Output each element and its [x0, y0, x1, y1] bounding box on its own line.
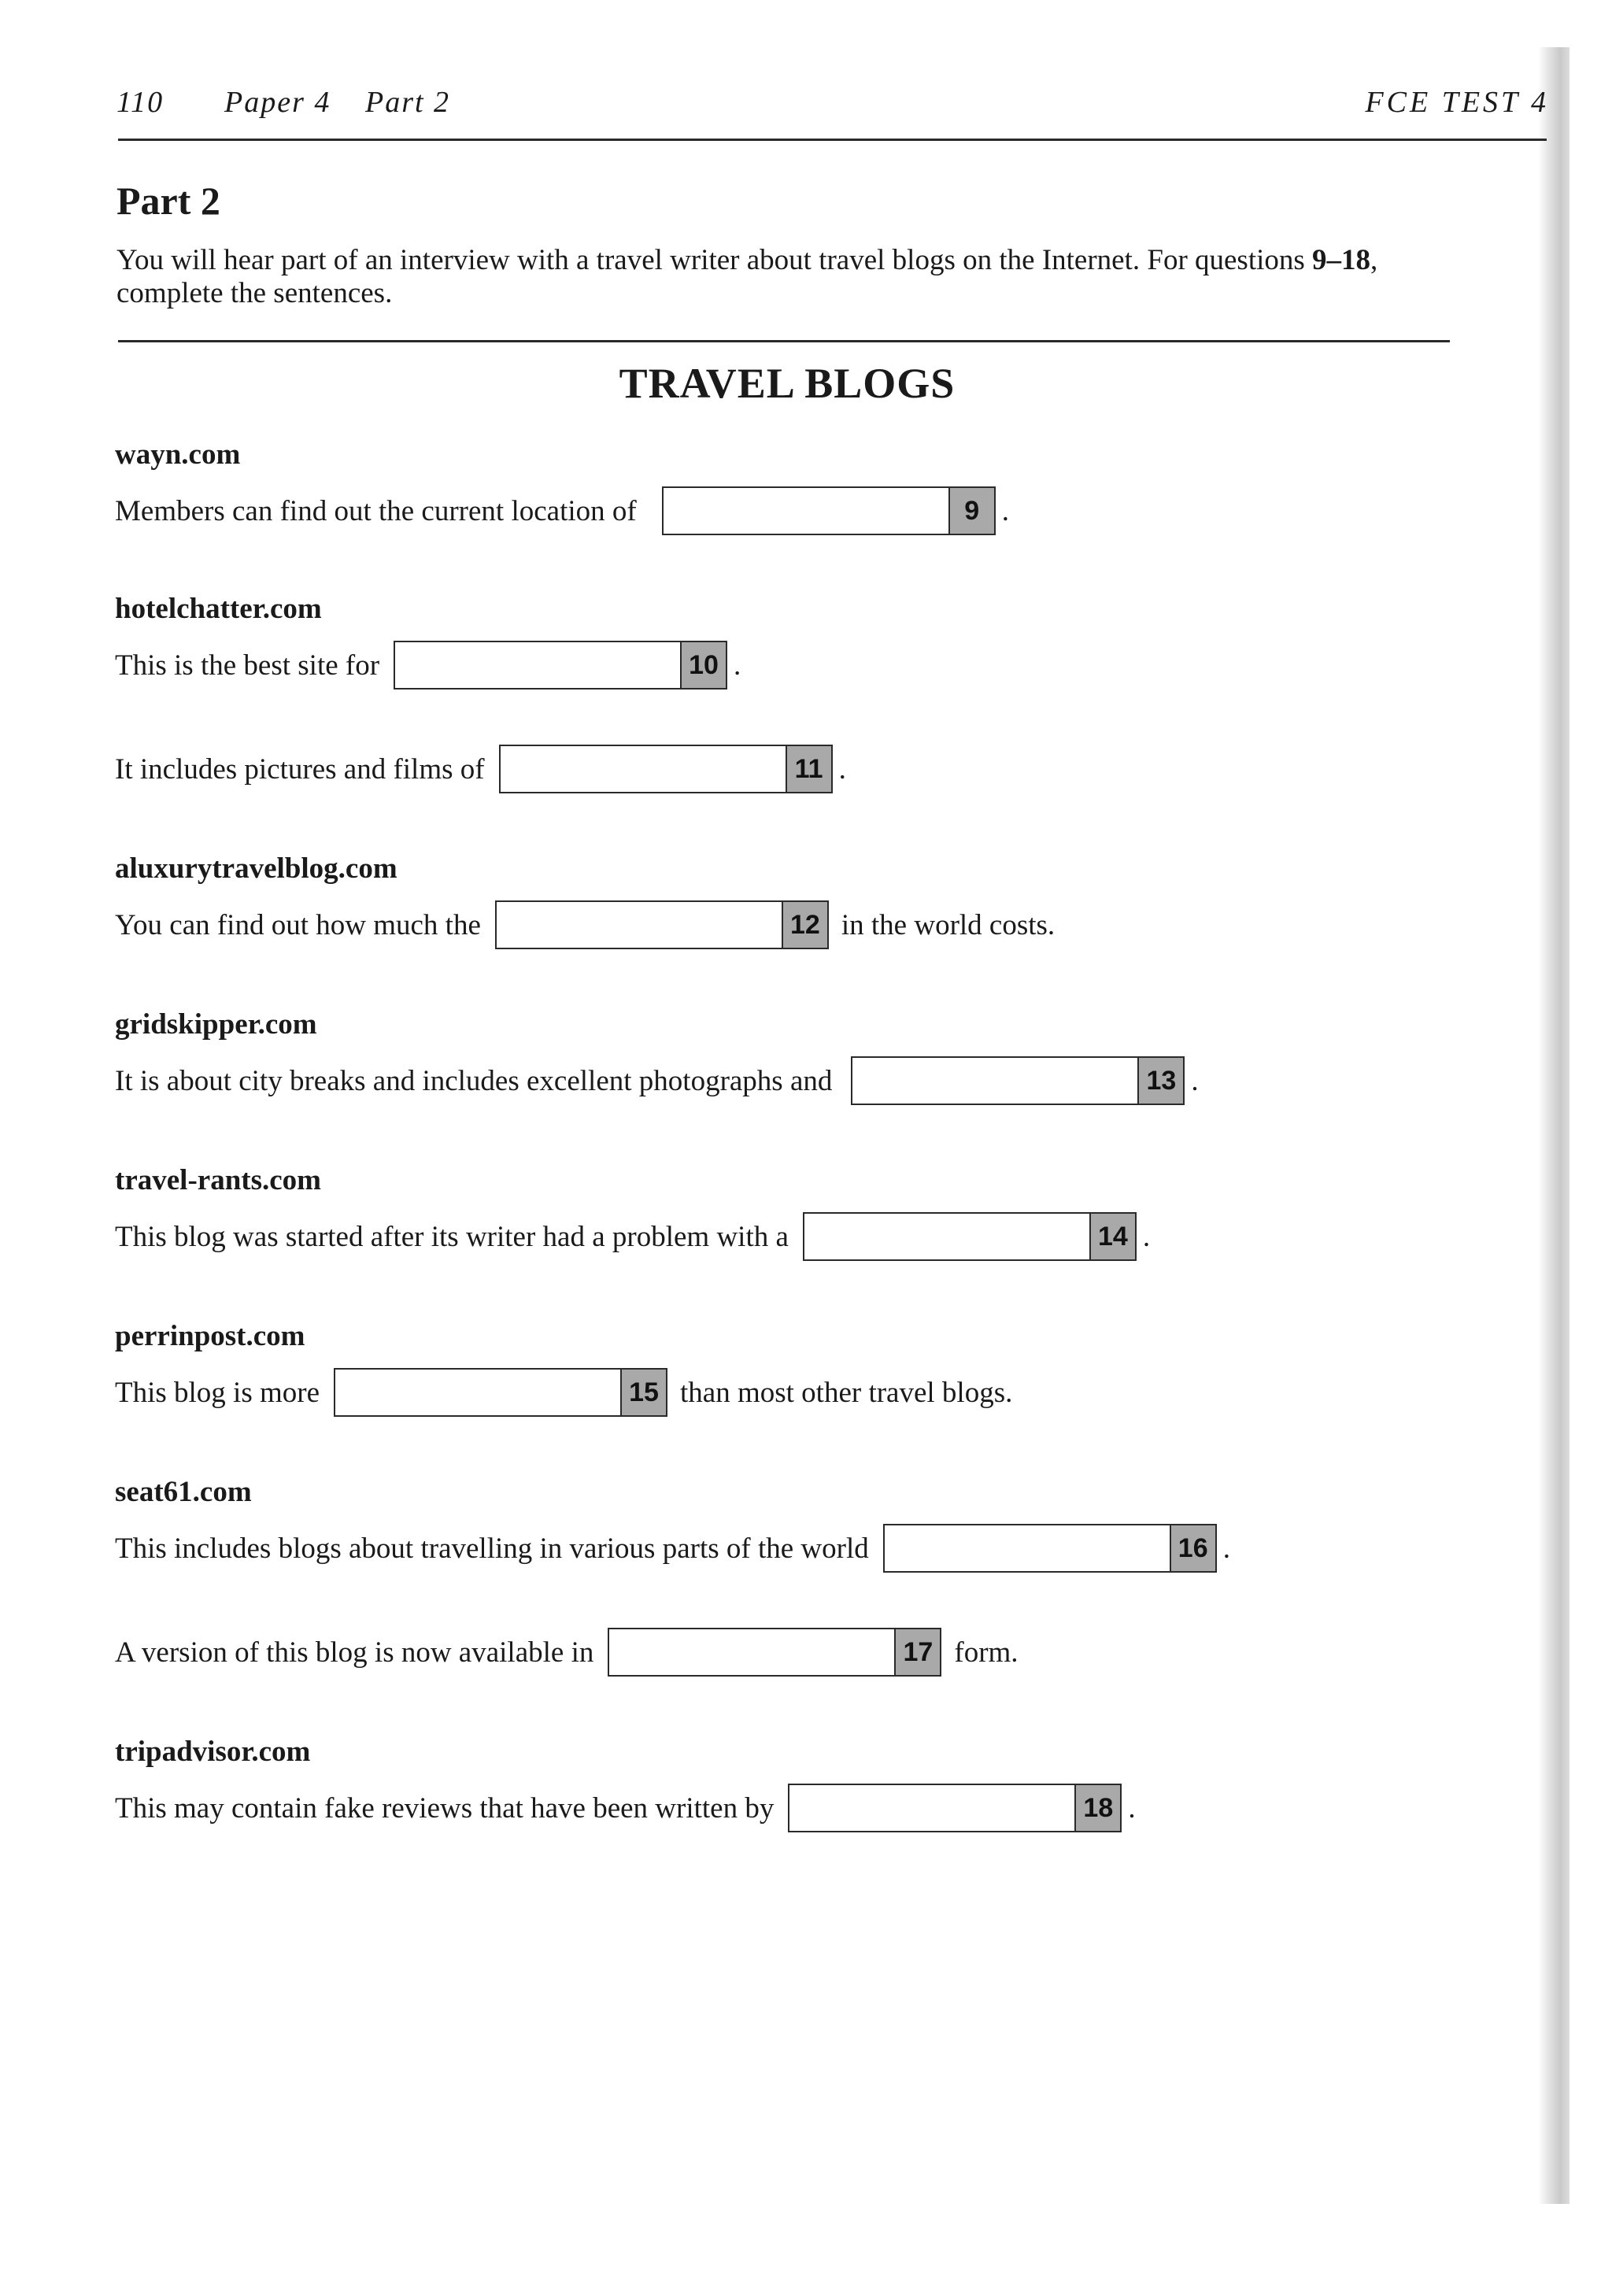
- question-number: 9: [948, 488, 994, 534]
- question-line-11: [115, 743, 846, 795]
- question-suffix: .: [1128, 1791, 1136, 1825]
- running-header: [116, 85, 1549, 128]
- question-prompt: Members can find out the current location of: [115, 494, 637, 527]
- site-heading: aluxurytravelblog.com: [115, 852, 397, 885]
- question-prompt: This is the best site for: [115, 649, 380, 682]
- test-label: FCE TEST 4: [1365, 86, 1549, 119]
- question-line-10: [115, 639, 741, 691]
- question-number: 16: [1170, 1525, 1215, 1571]
- question-prompt: This blog was started after its writer had a problem with a: [115, 1220, 789, 1253]
- paper-label: Paper 4: [224, 86, 331, 119]
- question-suffix: .: [1142, 1220, 1151, 1253]
- question-prompt: This may contain fake reviews that have been written by: [115, 1791, 775, 1825]
- question-number: 13: [1137, 1058, 1183, 1104]
- instructions-text: You will hear part of an interview with a travel writer about travel blogs on the Internet. For questions: [116, 244, 1305, 276]
- question-number: 14: [1089, 1214, 1135, 1259]
- question-line-15: [115, 1366, 1012, 1418]
- answer-box-14[interactable]: [803, 1212, 1137, 1261]
- site-heading: tripadvisor.com: [115, 1736, 311, 1768]
- header-rule: [118, 139, 1547, 141]
- question-number: 17: [894, 1629, 940, 1675]
- site-heading: hotelchatter.com: [115, 593, 322, 625]
- question-suffix: .: [734, 649, 741, 682]
- answer-box-11[interactable]: [499, 745, 833, 793]
- site-heading: wayn.com: [115, 438, 241, 471]
- instructions-end: , complete the sentences.: [116, 244, 1378, 309]
- question-number: 15: [620, 1370, 666, 1415]
- question-line-14: [115, 1211, 1150, 1263]
- question-number: 10: [680, 642, 726, 688]
- instructions: [116, 244, 1455, 310]
- site-heading: gridskipper.com: [115, 1008, 317, 1041]
- instructions-rule: [118, 340, 1450, 342]
- answer-box-18[interactable]: [788, 1784, 1122, 1832]
- site-heading: travel-rants.com: [115, 1164, 321, 1196]
- question-prompt: This blog is more: [115, 1376, 320, 1409]
- question-suffix: .: [1191, 1064, 1199, 1097]
- question-prompt: You can find out how much the: [115, 908, 481, 941]
- question-line-9: [115, 485, 1009, 537]
- question-prompt: It is about city breaks and includes excellent photographs and: [115, 1064, 833, 1097]
- page-number: 110: [116, 86, 165, 119]
- question-line-12: [115, 899, 1055, 951]
- question-line-16: [115, 1522, 1230, 1574]
- site-heading: perrinpost.com: [115, 1320, 305, 1352]
- question-prompt: A version of this blog is now available in: [115, 1636, 594, 1669]
- question-line-17: [115, 1626, 1019, 1678]
- answer-box-17[interactable]: [608, 1628, 941, 1677]
- document-title: TRAVEL BLOGS: [619, 360, 956, 407]
- question-number: 12: [782, 902, 827, 948]
- question-suffix: than most other travel blogs.: [680, 1376, 1013, 1409]
- site-heading: seat61.com: [115, 1476, 252, 1508]
- question-prompt: It includes pictures and films of: [115, 752, 485, 786]
- answer-box-16[interactable]: [883, 1524, 1217, 1573]
- question-suffix: in the world costs.: [841, 908, 1056, 941]
- question-suffix: .: [1001, 494, 1009, 527]
- question-line-18: [115, 1782, 1136, 1834]
- answer-box-12[interactable]: [495, 900, 829, 949]
- answer-box-15[interactable]: [334, 1368, 667, 1417]
- answer-box-13[interactable]: [851, 1056, 1185, 1105]
- question-number: 18: [1074, 1785, 1120, 1831]
- question-suffix: .: [838, 752, 846, 786]
- question-number: 11: [786, 746, 831, 792]
- question-prompt: This includes blogs about travelling in various parts of the world: [115, 1532, 869, 1565]
- question-range: 9–18: [1312, 244, 1371, 276]
- answer-box-9[interactable]: [662, 486, 996, 535]
- question-line-13: [115, 1055, 1199, 1107]
- part-label: Part 2: [365, 86, 451, 119]
- section-title: Part 2: [116, 179, 220, 223]
- answer-box-10[interactable]: [394, 641, 727, 690]
- question-suffix: form.: [954, 1636, 1019, 1669]
- question-suffix: .: [1222, 1532, 1230, 1565]
